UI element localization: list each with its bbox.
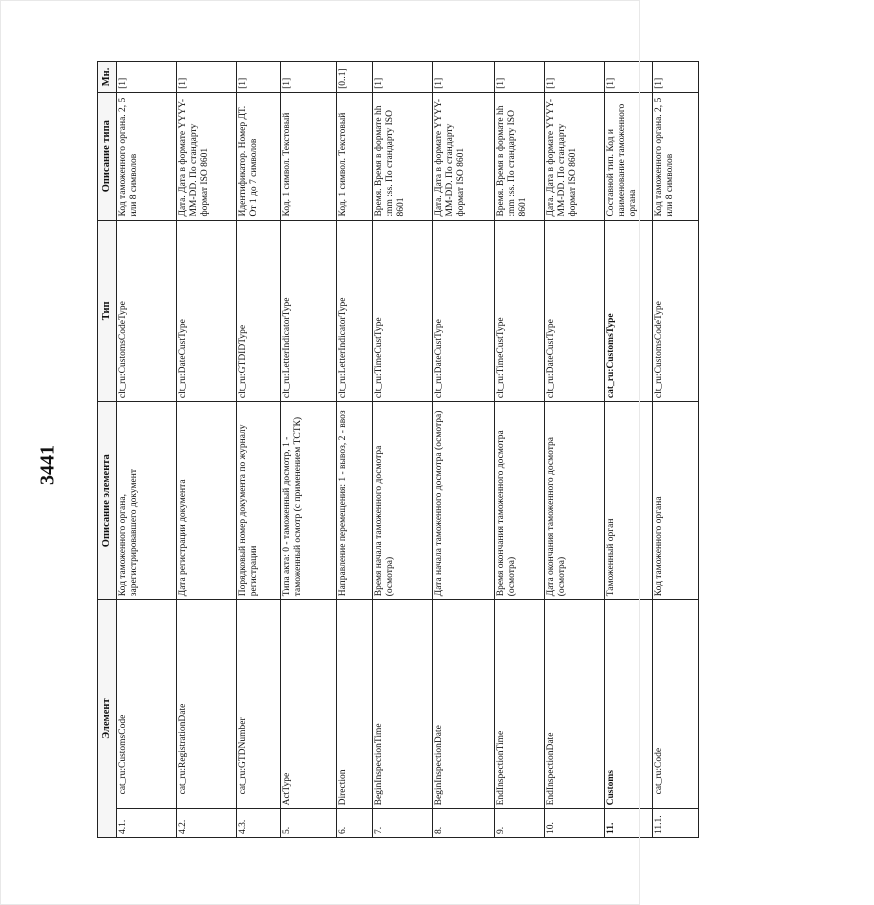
row-mult: [1] xyxy=(545,62,605,93)
row-element-desc: Дата регистрации документа xyxy=(177,402,237,600)
row-type-desc: Время. Время в формате hh :mm :ss. По стандарту ISO 8601 xyxy=(495,92,545,220)
row-mult: [1] xyxy=(605,62,653,93)
row-type: clt_ru:DateCustType xyxy=(177,220,237,402)
row-number: 8. xyxy=(433,809,495,838)
row-type: clt_ru:CustomsCodeType xyxy=(653,220,699,402)
row-element: EndInspectionDate xyxy=(545,600,605,809)
header-element-desc: Описание элемента xyxy=(98,402,117,600)
row-number: 11. xyxy=(605,809,653,838)
row-type: clt_ru:DateCustType xyxy=(433,220,495,402)
page-number-container xyxy=(30,445,66,485)
table-row xyxy=(177,62,237,838)
header-mult: Мн. xyxy=(98,62,117,93)
row-type: clt_ru:GTDIDType xyxy=(237,220,281,402)
row-type: clt_ru:DateCustType xyxy=(545,220,605,402)
table-row xyxy=(495,62,545,838)
row-type-desc: Дата. Дата в формате YYYY-MM-DD. По стандарту формат ISO 8601 xyxy=(545,92,605,220)
row-element: BeginInspectionTime xyxy=(373,600,433,809)
table-body xyxy=(117,62,699,838)
table-row xyxy=(337,62,373,838)
row-mult: [1] xyxy=(117,62,177,93)
row-number: 7. xyxy=(373,809,433,838)
row-number: 11.1. xyxy=(653,809,699,838)
table-header-row xyxy=(98,62,117,838)
table-row xyxy=(237,62,281,838)
row-number: 4.2. xyxy=(177,809,237,838)
table-row xyxy=(605,62,653,838)
row-element-desc: Порядковый номер документа по журналу регистрации xyxy=(237,402,281,600)
page-number: 3441 xyxy=(36,445,59,485)
row-element-desc: Дата начала таможенного досмотра (осмотра) xyxy=(433,402,495,600)
row-mult: [0..1] xyxy=(337,62,373,93)
table-row xyxy=(373,62,433,838)
row-element-desc: Таможенный орган xyxy=(605,402,653,600)
row-type-desc: Составной тип. Код и наименование таможенного органа xyxy=(605,92,653,220)
row-element: Customs xyxy=(605,600,653,809)
table-row xyxy=(653,62,699,838)
row-element-desc: Типа акта: 0 - таможенный досмотр, 1 - таможенный осмотр (с применением ТСТК) xyxy=(281,402,337,600)
row-type-desc: Дата. Дата в формате YYYY-MM-DD. По стандарту формат ISO 8601 xyxy=(177,92,237,220)
row-mult: [1] xyxy=(237,62,281,93)
table-row xyxy=(545,62,605,838)
row-element-desc: Код таможенного органа xyxy=(653,402,699,600)
row-type: clt_ru:TimeCustType xyxy=(495,220,545,402)
row-element-desc: Дата окончания таможенного досмотра (осмотра) xyxy=(545,402,605,600)
row-element: cat_ru:CustomsCode xyxy=(117,600,177,809)
row-type: clt_ru:LetterIndicatorType xyxy=(337,220,373,402)
row-element: cat_ru:Code xyxy=(653,600,699,809)
row-type-desc: Код. 1 символ. Текстовый xyxy=(337,92,373,220)
row-mult: [1] xyxy=(177,62,237,93)
row-number: 4.3. xyxy=(237,809,281,838)
header-type-desc: Описание типа xyxy=(98,92,117,220)
row-type: clt_ru:LetterIndicatorType xyxy=(281,220,337,402)
table-holder xyxy=(97,61,874,834)
row-element: cat_ru:RegistrationDate xyxy=(177,600,237,809)
row-type-desc: Код таможенного органа. 2, 5 или 8 символов xyxy=(117,92,177,220)
row-element: cat_ru:GTDNumber xyxy=(237,600,281,809)
table-row xyxy=(117,62,177,838)
row-type-desc: Дата. Дата в формате YYYY-MM-DD. По стандарту формат ISO 8601 xyxy=(433,92,495,220)
schema-table xyxy=(97,61,699,838)
row-element: ActType xyxy=(281,600,337,809)
row-number: 6. xyxy=(337,809,373,838)
table-row xyxy=(281,62,337,838)
row-number: 10. xyxy=(545,809,605,838)
row-type: cat_ru:CustomsType xyxy=(605,220,653,402)
row-mult: [1] xyxy=(495,62,545,93)
row-type: clt_ru:TimeCustType xyxy=(373,220,433,402)
row-type-desc: Код таможенного органа. 2, 5 или 8 символов xyxy=(653,92,699,220)
row-element: EndInspectionTime xyxy=(495,600,545,809)
header-element: Элемент xyxy=(98,600,117,838)
row-element: Direction xyxy=(337,600,373,809)
rotated-table-wrapper xyxy=(97,61,675,838)
row-element-desc: Время окончания таможенного досмотра (осмотра) xyxy=(495,402,545,600)
row-type-desc: Идентификатор. Номер ДТ. От 1 до 7 символов xyxy=(237,92,281,220)
row-mult: [1] xyxy=(653,62,699,93)
row-mult: [1] xyxy=(373,62,433,93)
row-element-desc: Время начала таможенного досмотра (осмотра) xyxy=(373,402,433,600)
header-type: Тип xyxy=(98,220,117,402)
row-type-desc: Код. 1 символ. Текстовый xyxy=(281,92,337,220)
row-type: clt_ru:CustomsCodeType xyxy=(117,220,177,402)
row-element-desc: Направление перемещения: 1 - вывоз, 2 - ввоз xyxy=(337,402,373,600)
row-element: BeginInspectionDate xyxy=(433,600,495,809)
table-row xyxy=(433,62,495,838)
row-mult: [1] xyxy=(433,62,495,93)
row-number: 4.1. xyxy=(117,809,177,838)
row-number: 5. xyxy=(281,809,337,838)
row-type-desc: Время. Время в формате hh :mm :ss. По стандарту ISO 8601 xyxy=(373,92,433,220)
row-mult: [1] xyxy=(281,62,337,93)
row-element-desc: Код таможенного органа, зарегистрировавшего документ xyxy=(117,402,177,600)
row-number: 9. xyxy=(495,809,545,838)
